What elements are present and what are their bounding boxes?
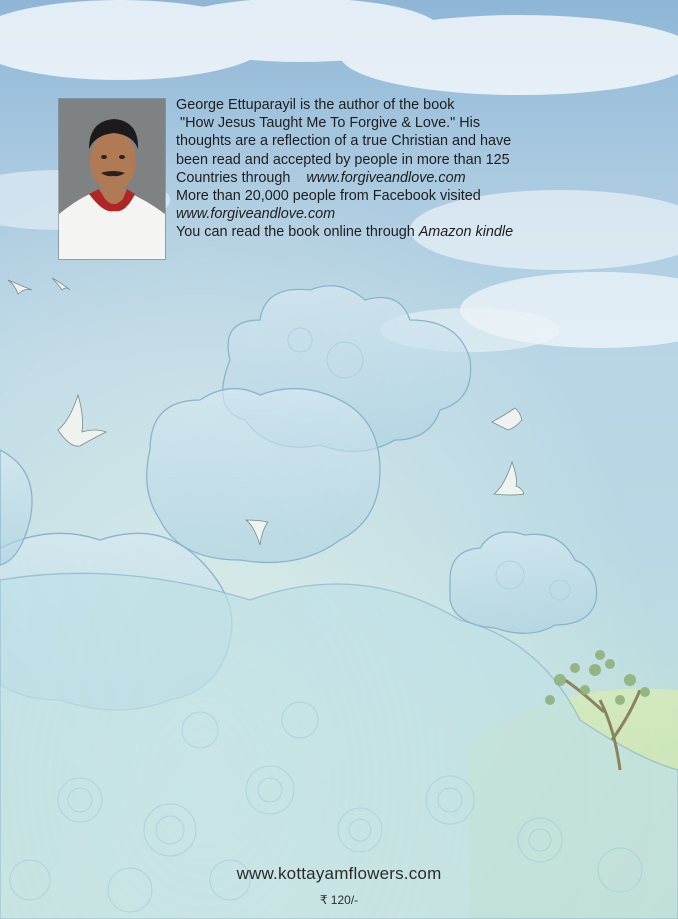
author-photo (59, 99, 165, 259)
website-link[interactable]: www.forgiveandlove.com (306, 169, 466, 186)
bio-line: "How Jesus Taught Me To Forgive & Love." His (176, 115, 481, 132)
website-link[interactable]: www.forgiveandlove.com (176, 206, 336, 223)
bio-line: thoughts are a reflection of a true Christian and have (176, 133, 512, 150)
amazon-kindle-link[interactable]: Amazon kindle (418, 224, 514, 241)
publisher-website[interactable]: www.kottayamflowers.com (236, 864, 442, 883)
author-bio (176, 96, 646, 242)
bio-line (176, 205, 646, 223)
bio-text: Countries through (176, 169, 291, 186)
bio-line: George Ettuparayil is the author of the book (176, 97, 455, 113)
bio-text: You can read the book online through (176, 224, 415, 241)
bio-line: been read and accepted by people in more than 125 (176, 151, 510, 168)
price-label: ₹ 120/- (319, 893, 359, 907)
bio-line (176, 169, 646, 187)
bio-line (176, 223, 646, 241)
bio-line: More than 20,000 people from Facebook visited (176, 188, 481, 205)
